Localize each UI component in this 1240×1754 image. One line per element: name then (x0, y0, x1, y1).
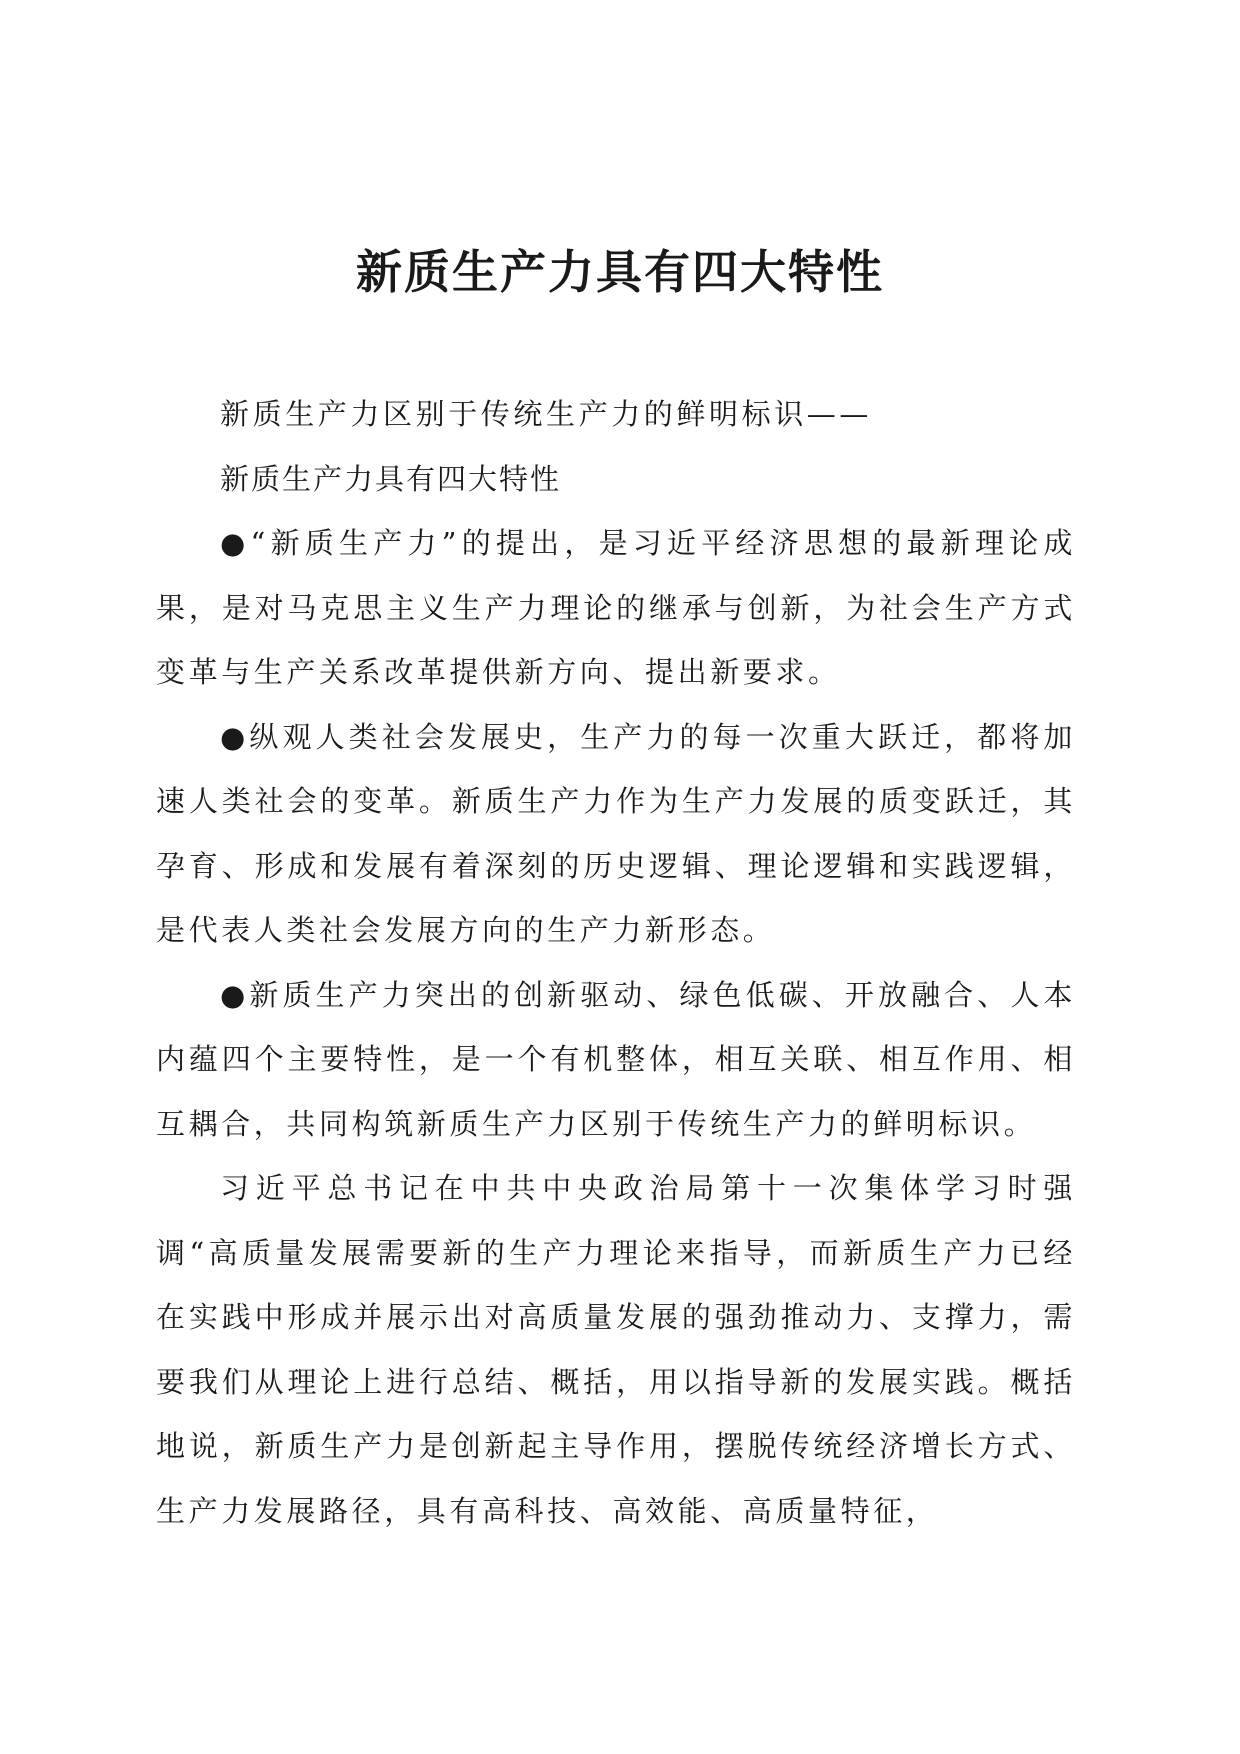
lead-line: 新质生产力区别于传统生产力的鲜明标识—— (220, 397, 873, 431)
body-paragraph: 习近平总书记在中共中央政治局第十一次集体学习时强调“高质量发展需要新的生产力理论来指导，而新质生产力已经在实践中形成并展示出对高质量发展的强劲推动力、支撑力，需要我们从理论上进行总结、概括，用以指导新的发展实践。概括地说，新质生产力是创新起主导作用，摆脱传统经济增长方式、生产力发展路径，具有高科技、高效能、高质量特征， (156, 1171, 1076, 1528)
bullet-paragraph-3: ●新质生产力突出的创新驱动、绿色低碳、开放融合、人本内蕴四个主要特性，是一个有机整体，相互关联、相互作用、相互耦合，共同构筑新质生产力区别于传统生产力的鲜明标识。 (156, 977, 1076, 1141)
document-title: 新质生产力具有四大特性 (356, 245, 884, 299)
bullet-paragraph-2: ●纵观人类社会发展史，生产力的每一次重大跃迁，都将加速人类社会的变革。新质生产力作为生产力发展的质变跃迁，其孕育、形成和发展有着深刻的历史逻辑、理论逻辑和实践逻辑，是代表人类社会发展方向的生产力新形态。 (156, 719, 1076, 947)
subtitle-line: 新质生产力具有四大特性 (220, 461, 562, 496)
document-body (156, 382, 1076, 1543)
bullet-paragraph-1: ●“新质生产力”的提出，是习近平经济思想的最新理论成果，是对马克思主义生产力理论的继承与创新，为社会生产方式变革与生产关系改革提供新方向、提出新要求。 (156, 526, 1076, 689)
